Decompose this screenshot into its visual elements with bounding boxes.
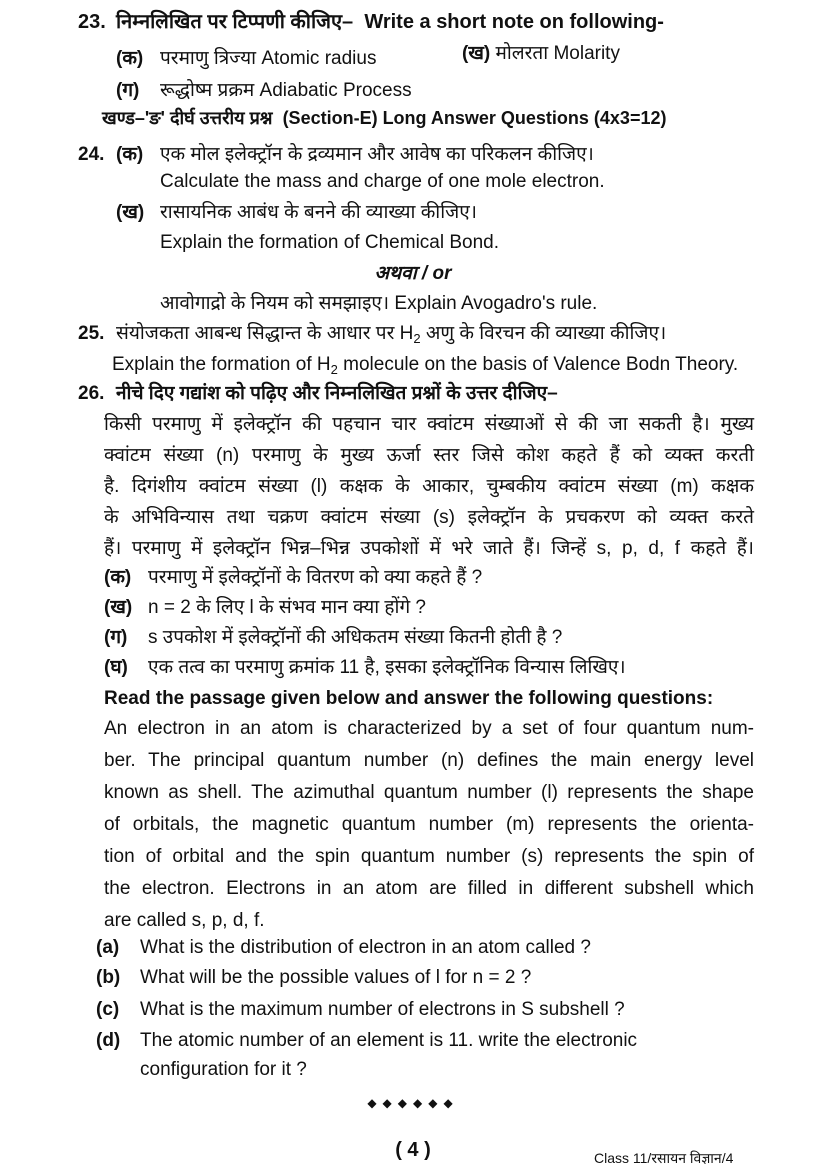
q26-instruction-hindi: 26. नीचे दिए गद्यांश को पढ़िए और निम्नलिखित प्रश्नों के उत्तर दीजिए–	[78, 383, 558, 404]
q24-part-b: (ख) रासायनिक आबंध के बनने की व्याख्या कीजिए।	[116, 202, 477, 223]
q23-number: 23.	[78, 11, 106, 33]
q26-question-english-b: (b) What will be the possible values of l for n = 2 ?	[96, 967, 532, 988]
q26-passage-english-line: An electron in an atom is characterized by a set of four quantum num-	[104, 718, 754, 739]
section-e-heading: खण्ड–'ङ' दीर्घ उत्तरीय प्रश्न (Section-E) Long Answer Questions (4x3=12)	[102, 108, 667, 128]
q26-instruction-english: Read the passage given below and answer the following questions:	[104, 688, 714, 709]
q23-text-hindi: निम्नलिखित पर टिप्पणी कीजिए–	[116, 11, 354, 33]
q26-passage-hindi-line: किसी परमाणु में इलेक्ट्रॉन की पहचान चार क्वांटम संख्याओं से की जा सकती है। मुख्य	[104, 414, 754, 435]
q26-passage-hindi-line: के अभिविन्यास तथा चक्रण क्वांटम संख्या (s) इलेक्ट्रॉन के प्रचकरण को व्यक्त करते	[104, 507, 754, 528]
q26-question-hindi-a: (क) परमाणु में इलेक्ट्रॉनों के वितरण को क्या कहते हैं ?	[104, 567, 483, 588]
q26-question-hindi-b: (ख) n = 2 के लिए l के संभव मान क्या होंगे ?	[104, 597, 426, 618]
q26-passage-english-line: the electron. Electrons in an atom are filled in different subshell which	[104, 878, 754, 899]
q23-item-b: (ख) मोलरता Molarity	[462, 43, 620, 64]
q26-passage-english-line: tion of orbital and the spin quantum number (s) represents the spin of	[104, 846, 754, 867]
q26-question-english-d-cont: configuration for it ?	[140, 1059, 307, 1080]
q25-number: 25.	[78, 323, 105, 344]
q24-or: अथवा / or	[374, 263, 452, 284]
q23-item-a: (क) परमाणु त्रिज्या Atomic radius	[116, 48, 377, 69]
separator-diamonds: ◆◆◆◆◆◆	[367, 1096, 459, 1110]
q25-hindi: 25. संयोजकता आबन्ध सिद्धान्त के आधार पर $H_2$ अणु के विरचन की व्याख्या कीजिए।	[78, 323, 667, 346]
q26-question-english-d: (d) The atomic number of an element is 11. write the electronic	[96, 1030, 638, 1051]
q26-question-hindi-d: (घ) एक तत्व का परमाणु क्रमांक 11 है, इसका इलेक्ट्रॉनिक विन्यास लिखिए।	[104, 657, 626, 678]
q26-passage-english-line: of orbitals, the magnetic quantum number (m) represents the orienta-	[104, 814, 754, 835]
q26-number: 26.	[78, 383, 105, 404]
q25-english: Explain the formation of $H_2$ molecule on the basis of Valence Bodn Theory.	[112, 354, 739, 377]
q24-part-a-english: Calculate the mass and charge of one mole electron.	[160, 171, 605, 192]
class-info: Class 11/रसायन विज्ञान/4	[594, 1150, 734, 1166]
q26-question-english-c: (c) What is the maximum number of electrons in S subshell ?	[96, 999, 625, 1020]
q26-passage-hindi-line: हैं। परमाणु में इलेक्ट्रॉन भिन्न–भिन्न उपकोशों में भरे जाते हैं। जिन्हें s, p, d, f कहते हैं।	[104, 538, 754, 559]
q26-passage-hindi-line: क्वांटम संख्या (n) परमाणु के मुख्य ऊर्जा स्तर जिसे कोश कहते हैं को व्यक्त करती	[104, 445, 754, 466]
q24-part-b-english: Explain the formation of Chemical Bond.	[160, 232, 500, 253]
q26-passage-hindi-line: है. दिगंशीय क्वांटम संख्या (l) कक्षक के आकार, चुम्बकीय क्वांटम संख्या (m) कक्षक	[104, 476, 754, 497]
page-number: ( 4 )	[395, 1139, 431, 1161]
q23-heading	[78, 10, 664, 34]
q26-question-english-a: (a) What is the distribution of electron in an atom called ?	[96, 937, 591, 958]
q23-item-c: (ग) रूद्धोष्म प्रक्रम Adiabatic Process	[116, 80, 412, 101]
q26-question-hindi-c: (ग) s उपकोश में इलेक्ट्रॉनों की अधिकतम संख्या कितनी होती है ?	[104, 627, 563, 648]
q26-passage-english-line: ber. The principal quantum number (n) defines the main energy level	[104, 750, 754, 771]
q26-passage-english-line: are called s, p, d, f.	[104, 910, 265, 931]
q23-text-english: Write a short note on following-	[364, 11, 664, 33]
q24-number: 24.	[78, 144, 105, 165]
q24-part-a: 24. (क) एक मोल इलेक्ट्रॉन के द्रव्यमान और आवेष का परिकलन कीजिए।	[78, 144, 594, 165]
q24-alternative: आवोगाद्रो के नियम को समझाइए। Explain Avogadro's rule.	[160, 293, 598, 314]
q26-passage-english-line: known as shell. The azimuthal quantum number (l) represents the shape	[104, 782, 754, 803]
